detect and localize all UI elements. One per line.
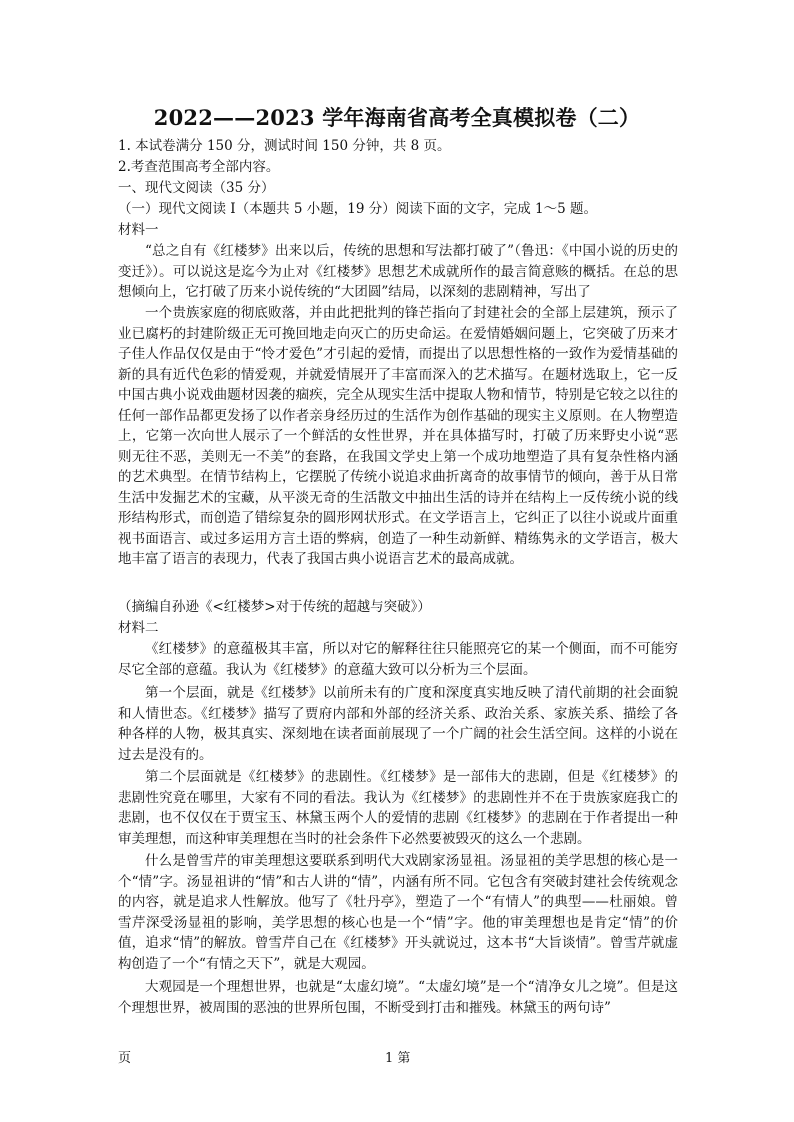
material-paragraph: 什么是曾雪芹的审美理想这要联系到明代大戏剧家汤显祖。汤显祖的美学思想的核心是一个“情”字。汤显祖讲的“情”和古人讲的“情”，内涵有所不同。它包含有突破封建社会传统观念的内容，就是追求人性解放。他写了《牡丹亭》，塑造了一个“有情人”的典型——杜丽娘。曾雪芹深受汤显祖的影响，美学思想的核心也是一个“情”字。他的审美理想也是肯定“情”的价值，追求“情”的解放。曾雪芹自己在《红楼梦》开头就说过，这本书“大旨谈情”。曾雪芹就虚构创造了一个“有情之天下”，就是大观园。	[118, 853, 678, 972]
material-paragraph: 一个贵族家庭的彻底败落，并由此把批判的锋芒指向了封建社会的全部上层建筑，预示了业已腐朽的封建阶级正无可挽回地走向灭亡的历史命运。在爱情婚姻问题上，它突破了历来才子佳人作品仅仅是由于“怜才爱色”才引起的爱情，而提出了以思想性格的一致作为爱情基础的新的具有近代色彩的情爱观，并就爱情展开了丰富而深入的艺术描写。在题材选取上，它一反中国古典小说戏曲题材因袭的痼疾，完全从现实生活中提取人物和情节，特别是它较之以往的任何一部作品都更发扬了以作者亲身经历过的生活作为创作基础的现实主义原则。在人物塑造上，它第一次向世人展示了一个鲜活的女性世界，并在具体描写时，打破了历来野史小说“恶则无往不恶，美则无一不美”的套路，在我国文学史上第一个成功地塑造了具有复杂性格内涵的艺术典型。在情节结构上，它摆脱了传统小说追求曲折离奇的故事情节的倾向，善于从日常生活中发掘艺术的宝藏，从平淡无奇的生活散文中抽出生活的诗并在结构上一反传统小说的线形结构形式，而创造了错综复杂的圆形网状形式。在文学语言上，它纠正了以往小说或片面重视书面语言、或过多运用方言土语的弊病，创造了一种生动新鲜、精练隽永的文学语言，极大地丰富了语言的表现力，代表了我国古典小说语言艺术的最高成就。	[118, 305, 678, 567]
material-label: 材料一	[118, 222, 159, 238]
material-paragraph: “总之自有《红楼梦》出来以后，传统的思想和写法都打破了”（鲁迅：《中国小说的历史的变迁》）。可以说这是迄今为止对《红楼梦》思想艺术成就所作的最言简意赅的概括。在总的思想倾向上，它打破了历来小说传统的“大团圆”结局，以深刻的悲剧精神，写出了	[118, 243, 678, 300]
material-paragraph: 第一个层面，就是《红楼梦》以前所未有的广度和深度真实地反映了清代前期的社会面貌和人情世态。《红楼梦》描写了贾府内部和外部的经济关系、政治关系、家族关系、描绘了各种各样的人物，极其真实、深刻地在读者面前展现了一个广阔的社会生活空间。这样的小说在过去是没有的。	[118, 685, 678, 763]
material-paragraph: 大观园是一个理想世界，也就是“太虚幻境”。“太虚幻境”是一个“清净女儿之境”。但是这个理想世界，被周围的恶浊的世界所包围，不断受到打击和摧残。林黛玉的两句诗”	[118, 979, 678, 1016]
footer-page-number: 1 第	[385, 1051, 411, 1066]
material-label: 材料二	[118, 620, 159, 636]
exam-note: 2.考查范围高考全部内容。	[118, 159, 280, 175]
footer-page-label: 页	[118, 1051, 132, 1066]
exam-note: 1. 本试卷满分 150 分，测试时间 150 分钟，共 8 页。	[118, 138, 451, 154]
material-source: （摘编自孙逊《<红楼梦>对于传统的超越与突破》）	[118, 599, 431, 615]
section-heading: 一、现代文阅读（35 分）	[118, 180, 275, 196]
exam-title: 2022——2023 学年海南省高考全真模拟卷（二）	[153, 105, 641, 130]
material-paragraph: 《红楼梦》的意蕴极其丰富，所以对它的解释往往只能照亮它的某一个侧面，而不可能穷尽它全部的意蕴。我认为《红楼梦》的意蕴大致可以分析为三个层面。	[118, 641, 678, 678]
subsection-heading: （一）现代文阅读 I（本题共 5 小题，19 分）阅读下面的文字，完成 1～5 题。	[118, 201, 598, 217]
material-paragraph: 第二个层面就是《红楼梦》的悲剧性。《红楼梦》是一部伟大的悲剧，但是《红楼梦》的悲剧性究竟在哪里，大家有不同的看法。我认为《红楼梦》的悲剧性并不在于贵族家庭我亡的悲剧，也不仅仅在于贾宝玉、林黛玉两个人的爱情的悲剧《红楼梦》的悲剧在于作者提出一种审美理想，而这种审美理想在当时的社会条件下必然要被毁灭的这么一个悲剧。	[118, 769, 678, 847]
